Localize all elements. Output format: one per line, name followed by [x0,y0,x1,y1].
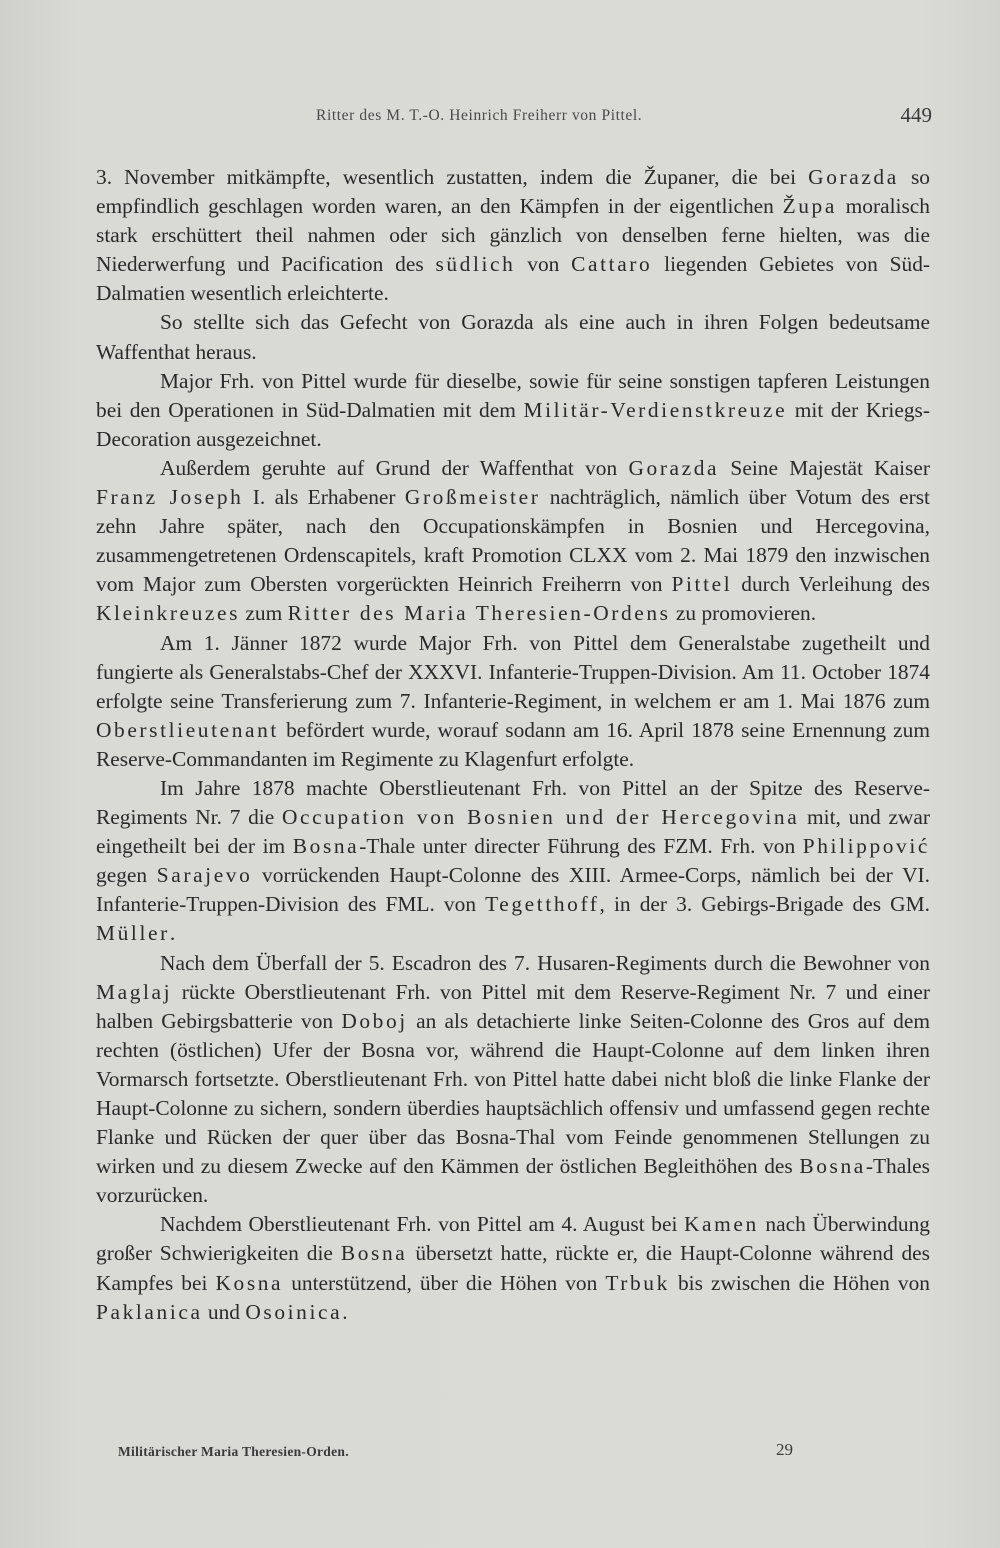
text-run: vorrückenden Haupt-Colonne des XIII. Armee-Corps, nämlich bei der VI. Infanterie-Truppen-Division des FML. von [96,863,930,917]
text-run: Außerdem geruhte auf Grund der Waffenthat von [160,455,629,480]
text-run: und [202,1299,246,1324]
paragraph [96,367,930,454]
text-run: moralisch stark erschüttert theil nahmen oder sich gänzlich von denselben ferne hielten, was die Niederwerfung und Pacification des [96,194,930,277]
text-run: nachträglich, nämlich über Votum des erst zehn Jahre später, nach den Occupationskämpfen in Bosnien und Hercegovina, zusammengetretenen Ordenscapitels, kraft Promotion CLXX vom 2. Mai 1879 den inzwischen vom Major zum Obersten vorgerückten Heinrich Freiherrn von [96,485,931,597]
text-run: so empfindlich geschlagen worden waren, an den Kämpfen in der eigentlichen [96,165,930,219]
spaced-name: Militär-Verdienstkreuze [523,397,788,422]
text-run: liegenden Gebietes von Süd-Dalmatien wesentlich erleichterte. [96,252,931,306]
body-text [96,163,930,1327]
text-run: Am 1. Jänner 1872 wurde Major Frh. von Pittel dem Generalstabe zugetheilt und fungierte als Generalstabs-Chef der XXXVI. Infanterie-Truppen-Division. Am 11. October 1874 erfolgte seine Transferierung zum 7. Infanterie-Regiment, in welchem er am 1. Mai 1876 zum [96,630,930,713]
running-header [0,103,1000,133]
paragraph [96,1210,930,1326]
text-run: von [515,252,572,277]
spaced-name: Sarajevo [156,863,253,888]
page-number: 449 [900,103,932,127]
paragraph [96,308,930,366]
spaced-name: Ritter des Maria Theresien-Ordens [287,601,671,626]
spaced-name: Kamen [684,1212,759,1237]
text-run: Im Jahre 1878 machte Oberstlieutenant Frh. von Pittel an der Spitze des Reserve-Regiments Nr. 7 die [96,775,930,830]
text-run: Major Frh. von Pittel wurde für dieselbe, sowie für seine sonstigen tapferen Leistungen bei den Operationen in Süd-Dalmatien mit dem [96,368,930,422]
text-run: mit, und zwar eingetheilt bei der im [96,805,930,859]
text-run: nach Überwindung großer Schwierigkeiten die [96,1212,930,1266]
text-run: unterstützend, über die Höhen von [283,1270,606,1295]
spaced-name: Paklanica [96,1299,203,1324]
text-run: befördert wurde, worauf sodann am 16. April 1878 seine Ernennung zum Reserve-Commandanten im Regimente zu Klagenfurt erfolgte. [96,717,930,771]
text-run: bis zwischen die Höhen von [669,1270,930,1295]
paragraph [96,949,930,1211]
spaced-name: Müller [96,921,170,946]
spaced-name: Oberstlieutenant [96,717,279,742]
spaced-name: Kleinkreuzes [96,601,241,626]
paragraph [96,774,930,949]
text-run: mit der Kriegs-Decoration ausgezeichnet. [96,397,930,451]
text-run: . [342,1299,348,1324]
spaced-name: Trbuk [605,1270,670,1295]
spaced-name: südlich [435,252,516,277]
text-run: Seine Majestät Kaiser [719,455,930,480]
paragraph [96,629,930,774]
spaced-name: Maglaj [96,979,173,1004]
spaced-name: Bosna [799,1154,866,1179]
text-run: Nach dem Überfall der 5. Escadron des 7. Husaren-Regiments durch die Bewohner von [160,950,930,975]
spaced-name: Župa [782,194,837,219]
page-footer [0,1440,1000,1470]
text-run: rückte Oberstlieutenant Frh. von Pittel mit dem Reserve-Regiment Nr. 7 und einer halben Gebirgsbatterie von [96,979,930,1033]
spaced-name: Gorazda [628,455,720,480]
spaced-name: Osoinica [245,1299,343,1324]
text-run: -Thale unter directer Führung des FZM. Frh. von [359,834,803,859]
spaced-name: Franz Joseph [96,485,244,510]
text-run: I. als Erhabener [243,485,405,510]
spaced-name: Gorazda [808,165,899,189]
spaced-name: Bosna [292,834,360,859]
text-run: So stellte sich das Gefecht von Gorazda als eine auch in ihren Folgen bedeutsame Waffenthat heraus. [96,310,930,364]
spaced-name: Philippović [802,834,930,859]
text-run: -Thales vorzurücken. [96,1154,930,1208]
paragraph [96,454,930,629]
text-run: . [169,921,176,946]
spaced-name: Kosna [215,1270,284,1295]
text-run: zu promovieren. [670,601,817,626]
text-run: übersetzt hatte, rückte er, die Haupt-Colonne während des Kampfes bei [96,1241,930,1295]
spaced-name: Cattaro [571,252,653,277]
footer-title: Militärischer Maria Theresien-Orden. [118,1444,349,1459]
spaced-name: Pittel [671,572,733,597]
paragraph [96,163,930,308]
spaced-name: Occupation von Bosnien und der Hercegovina [281,805,800,830]
text-run: durch Verleihung des [732,572,930,597]
spaced-name: Doboj [341,1008,408,1033]
text-run: an als detachierte linke Seiten-Colonne des Gros auf dem rechten (östlichen) Ufer der Bosna vor, während die Haupt-Colonne auf dem linken ihren Vormarsch fortsetzte. Oberstlieutenant Frh. von Pittel hatte dabei nicht bloß die linke Flanke der Haupt-Colonne zu sichern, sondern überdies hauptsächlich offensiv und umfassend gegen rechte Flanke und Rücken der quer über das Bosna-Thal vom Feinde genommenen Stellungen zu wirken und zu diesem Zwecke auf den Kämmen der östlichen Begleithöhen des [96,1008,930,1179]
text-run: Nachdem Oberstlieutenant Frh. von Pittel am 4. August bei [160,1212,684,1237]
running-title: Ritter des M. T.-O. Heinrich Freiherr von Pittel. [316,107,643,124]
spaced-name: Großmeister [404,485,541,510]
signature-mark: 29 [776,1440,793,1459]
spaced-name: Tegetthoff [485,892,600,917]
text-run: zum [240,601,288,626]
text-run: 3. November mitkämpfte, wesentlich zustatten, indem die Županer, die bei [96,165,809,189]
spaced-name: Bosna [340,1241,408,1266]
text-run: , in der 3. Gebirgs-Brigade des GM. [599,892,930,917]
text-run: gegen [96,863,157,888]
